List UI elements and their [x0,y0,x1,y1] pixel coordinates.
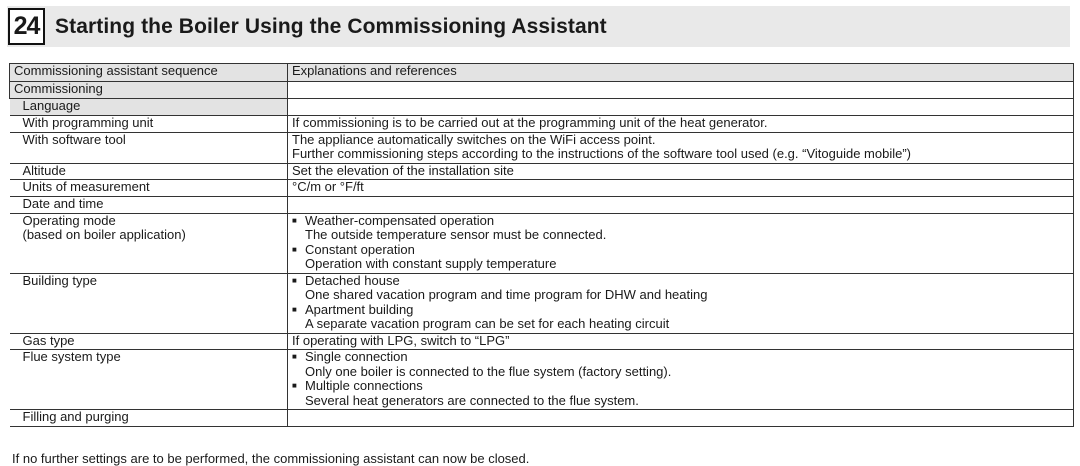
section-label: Commissioning [10,82,288,99]
row-label-line: (based on boiler application) [22,227,186,242]
bullet-item: ■ Detached house [292,272,400,288]
bullet-detail: Operation with constant supply temperature [305,256,557,271]
row-explanation [288,213,1074,273]
table-row [10,333,1074,350]
bullet-square-icon: ■ [292,215,297,225]
bullet-item: ■ Constant operation [292,241,415,257]
bullet-item: ■ Weather-compensated operation [292,212,495,228]
table-header-row [10,64,1074,82]
row-label: With programming unit [10,116,288,133]
row-explanation: If operating with LPG, switch to “LPG” [288,333,1074,350]
row-explanation [288,350,1074,410]
table-row [10,163,1074,180]
row-label: Filling and purging [10,410,288,427]
bullet-detail: The outside temperature sensor must be connected. [305,227,607,242]
table-row [10,116,1074,133]
table-section-row [10,82,1074,99]
column-header-sequence: Commissioning assistant sequence [10,64,288,82]
row-explanation: °C/m or °F/ft [288,180,1074,197]
row-explanation [288,410,1074,427]
explanation-line: Further commissioning steps according to the instructions of the software tool used (e.g. “Vitoguide mobile”) [292,146,912,161]
row-label: With software tool [10,132,288,163]
explanation-line: The appliance automatically switches on the WiFi access point. [292,131,656,147]
table-row [10,99,1074,116]
bullet-square-icon: ■ [292,244,297,254]
column-header-explanations: Explanations and references [288,64,1074,82]
table-row [10,410,1074,427]
bullet-square-icon: ■ [292,275,297,285]
bullet-item: ■ Single connection [292,349,408,364]
row-label-line: Operating mode [22,212,116,228]
row-label: Units of measurement [10,180,288,197]
bullet-square-icon: ■ [292,304,297,314]
row-explanation: Set the elevation of the installation site [288,163,1074,180]
table-row [10,213,1074,273]
row-label-language: Language [10,99,288,116]
row-explanation [288,132,1074,163]
row-explanation: If commissioning is to be carried out at the programming unit of the heat generator. [288,116,1074,133]
section-header [7,6,1070,47]
bullet-detail: Several heat generators are connected to the flue system. [305,392,639,408]
table-row [10,273,1074,333]
section-explanation [288,82,1074,99]
row-label: Gas type [10,333,288,350]
bullet-detail: Only one boiler is connected to the flue system (factory setting). [305,363,672,379]
row-label: Building type [10,273,288,333]
table-row [10,132,1074,163]
row-label [10,213,288,273]
row-label: Altitude [10,163,288,180]
bullet-item: ■ Apartment building [292,301,414,317]
bullet-square-icon: ■ [292,381,297,390]
bullet-square-icon: ■ [292,352,297,361]
footer-note: If no further settings are to be performed, the commissioning assistant can now be closed. [12,451,530,466]
table-row [10,196,1074,213]
commissioning-table [9,63,1074,427]
table-row [10,350,1074,410]
table-row [10,180,1074,197]
page-title: Starting the Boiler Using the Commissioning Assistant [55,14,607,38]
row-label: Flue system type [10,350,288,410]
bullet-item: ■ Multiple connections [292,378,423,393]
row-explanation [288,99,1074,116]
row-explanation [288,273,1074,333]
row-label: Date and time [10,196,288,213]
row-explanation [288,196,1074,213]
chapter-number: 24 [8,8,45,45]
bullet-detail: A separate vacation program can be set for each heating circuit [305,316,670,331]
bullet-detail: One shared vacation program and time program for DHW and heating [305,287,708,302]
